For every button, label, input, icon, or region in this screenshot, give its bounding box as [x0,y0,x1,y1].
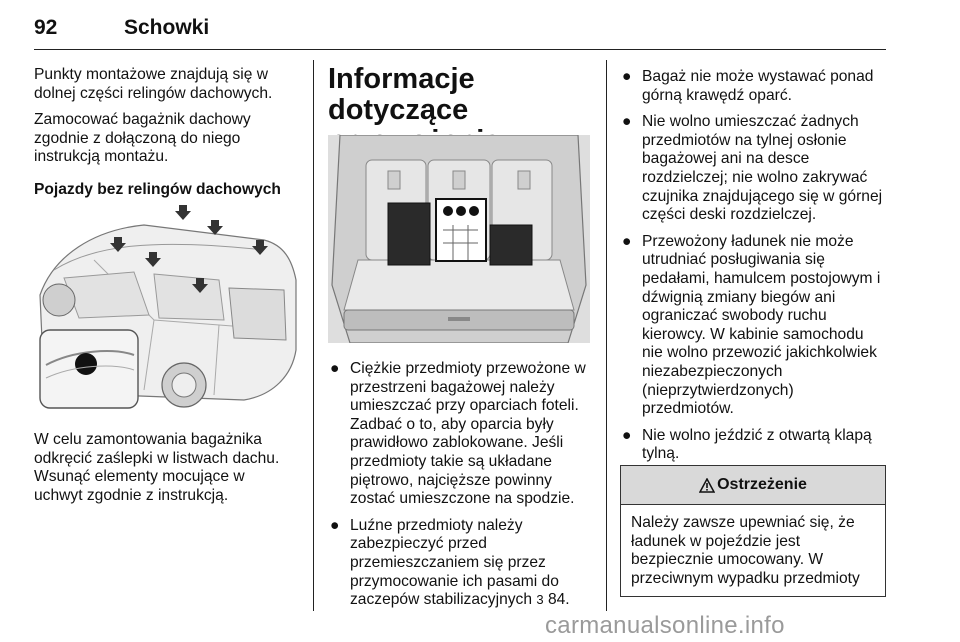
middle-column [328,360,593,618]
bullet-text: Luźne przedmioty należy zabezpieczyć przed przemieszczaniem się przez przymocowanie ich pasami do zaczepów stabilizacyjnych [350,516,559,609]
paragraph-mount-points: Punkty montażowe znajdują się w dolnej części relingów dachowych. [34,66,273,102]
subheading-no-rails: Pojazdy bez relingów dachowych [34,180,281,198]
header-rule [34,49,886,50]
section-title: Schowki [124,16,210,39]
bullet-text: Bagaż nie może wystawać ponad górną krawędź oparć. [642,68,874,104]
bullet-text: Ciężkie przedmioty przewożone w przestrzeni bagażowej należy umieszczać przy oparciach foteli. Zadbać o to, aby oparcia były prawidłowo zablokowane. Jeśli przedmioty takie są układane piętrowo, najcięższe powinny zostać umieszczone na spodzie. [350,360,586,508]
warning-header [621,466,885,505]
left-column [34,66,296,208]
column-divider-1 [313,60,314,611]
bullet-text: Nie wolno umieszczać żadnych przedmiotów na tylnej osłonie bagażowej ani na desce rozdzielczej; nie wolno zakrywać czujnika znajdującego się w górnej części deski rozdzielczej. [642,113,883,224]
bullet-dot-icon: ● [622,232,632,250]
bullet-text: Przewożony ładunek nie może utrudniać posługiwania się pedałami, hamulcem postojowym i dźwignią zmiany biegów ani ograniczać swobody ruchu kierowcy. W kabinie samochodu nie wolno przewozić jakichkolwiek niezabezpieczonych (nieprzytwierdzonych) przedmiotów. [642,232,881,418]
right-bullet-list [620,68,886,464]
watermark-text: carmanualsonline.info [545,612,785,639]
middle-bullet-list [328,360,593,610]
bullet-dot-icon: ● [622,426,632,444]
bullet-text: Nie wolno jeździć z otwartą klapą tylną. [642,426,872,463]
list-item [328,517,593,610]
bullet-dot-icon: ● [622,68,632,85]
paragraph-install-rack: Zamocować bagażnik dachowy zgodnie z dołączoną do niego instrukcją montażu. [34,111,251,166]
bullet-dot-icon: ● [622,113,632,131]
bullet-dot-icon: ● [330,360,340,377]
list-item [620,68,886,105]
page-reference-arrow-icon: 3 [536,592,544,608]
warning-text: Należy zawsze upewniać się, że ładunek w pojeździe jest bezpiecznie umocowany. W przeciwnym wypadku przedmioty [631,514,860,587]
left-column-bottom [34,431,296,513]
list-item [620,427,886,464]
list-item [620,233,886,419]
roof-mount-illustration [34,200,304,415]
paragraph-roof-caps: W celu zamontowania bagażnika odkręcić zaślepki w listwach dachu. Wsunąć elementy mocujące w uchwyt zgodnie z instrukcją. [34,431,280,504]
list-item [328,360,593,509]
right-column [620,68,886,472]
warning-title: Ostrzeżenie [717,476,807,493]
column-divider-2 [606,60,607,611]
warning-box [620,465,886,597]
page-header [34,16,886,46]
heading-line-1: Informacje dotyczące [328,63,475,126]
list-item [620,113,886,225]
cargo-area-illustration [328,135,590,343]
page-reference-link[interactable]: 84. [547,591,570,609]
bullet-dot-icon: ● [330,516,340,534]
warning-triangle-icon [699,478,715,493]
page-number: 92 [34,16,58,39]
